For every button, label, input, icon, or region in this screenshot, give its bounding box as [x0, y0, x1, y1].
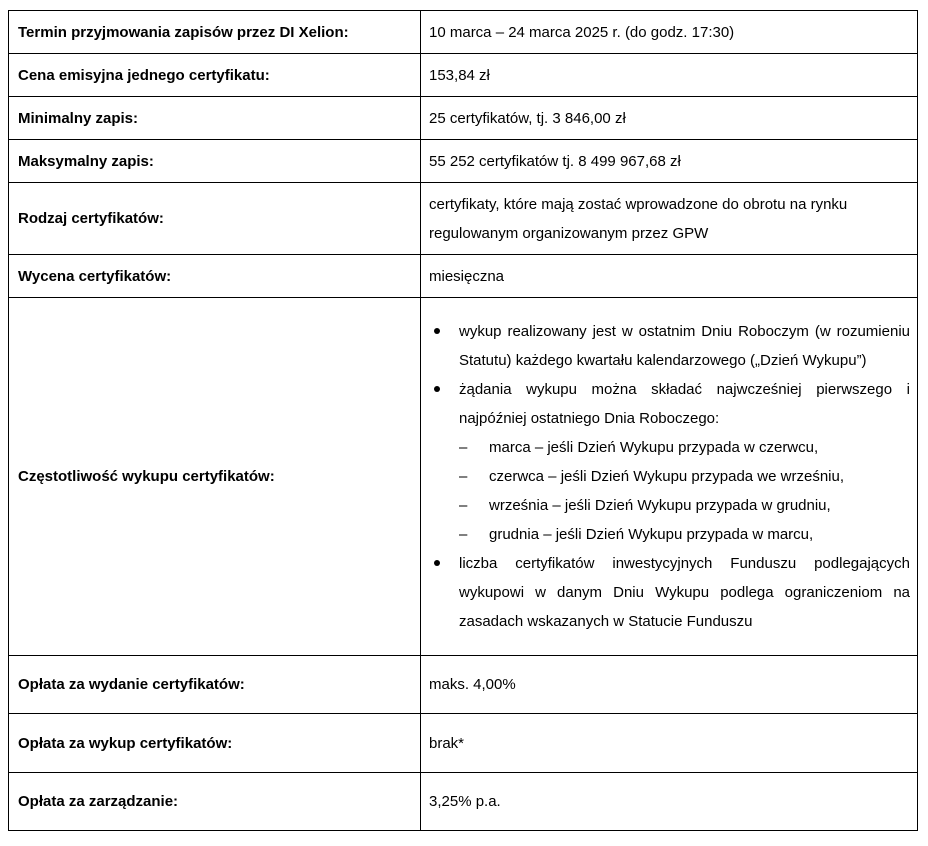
row-label-max-zapis: Maksymalny zapis:: [9, 140, 421, 183]
dash-icon: –: [459, 439, 468, 456]
row-value-rodzaj: certyfikaty, które mają zostać wprowadzone do obrotu na rynku regulowanym organizowanym przez GPW: [421, 183, 918, 255]
list-item: [429, 549, 910, 636]
row-label-min-zapis: Minimalny zapis:: [9, 97, 421, 140]
table-row-oplata-wydanie: [9, 656, 918, 714]
list-item: [429, 491, 910, 520]
table-row-cena: [9, 54, 918, 97]
table-row-max-zapis: [9, 140, 918, 183]
row-value-oplata-zarzadzanie: 3,25% p.a.: [421, 773, 918, 831]
row-value-min-zapis: 25 certyfikatów, tj. 3 846,00 zł: [421, 97, 918, 140]
row-label-rodzaj: Rodzaj certyfikatów:: [9, 183, 421, 255]
wykup-sub-2: czerwca – jeśli Dzień Wykupu przypada we wrześniu,: [489, 468, 845, 485]
dash-icon: –: [459, 526, 468, 543]
row-value-wykup: [421, 298, 918, 656]
row-label-wykup: Częstotliwość wykupu certyfikatów:: [9, 298, 421, 656]
wykup-sub-4: grudnia – jeśli Dzień Wykupu przypada w marcu,: [489, 526, 814, 543]
wykup-bullet-1: wykup realizowany jest w ostatnim Dniu Roboczym (w rozumieniu Statutu) każdego kwartału kalendarzowego („Dzień Wykupu”): [459, 323, 910, 369]
wykup-dash-list: [429, 433, 910, 549]
dash-icon: –: [459, 497, 468, 514]
table-row-oplata-wykup: [9, 714, 918, 773]
row-value-oplata-wykup: brak*: [421, 714, 918, 773]
wykup-bullet-2: żądania wykupu można składać najwcześniej pierwszego i najpóźniej ostatniego Dnia Roboczego:: [459, 381, 910, 427]
dash-icon: –: [459, 468, 468, 485]
wykup-bullet-3: liczba certyfikatów inwestycyjnych Funduszu podlegających wykupowi w danym Dniu Wykupu podlega ograniczeniom na zasadach wskazanych w Statucie Funduszu: [459, 555, 910, 630]
table-row-wykup: [9, 298, 918, 656]
certificate-terms-table: [8, 10, 918, 831]
wykup-bullet-list: [429, 317, 910, 433]
table-row-min-zapis: [9, 97, 918, 140]
table-row-wycena: [9, 255, 918, 298]
row-value-oplata-wydanie: maks. 4,00%: [421, 656, 918, 714]
table-row-oplata-zarzadzanie: [9, 773, 918, 831]
list-item: [429, 317, 910, 375]
bullet-icon: [434, 386, 440, 392]
row-label-termin: Termin przyjmowania zapisów przez DI Xelion:: [9, 11, 421, 54]
row-label-oplata-zarzadzanie: Opłata za zarządzanie:: [9, 773, 421, 831]
row-value-wycena: miesięczna: [421, 255, 918, 298]
list-item: [429, 520, 910, 549]
table-row-rodzaj: [9, 183, 918, 255]
list-item: [429, 462, 910, 491]
bullet-icon: [434, 560, 440, 566]
list-item: [429, 375, 910, 433]
row-label-wycena: Wycena certyfikatów:: [9, 255, 421, 298]
row-label-oplata-wydanie: Opłata za wydanie certyfikatów:: [9, 656, 421, 714]
list-item: [429, 433, 910, 462]
row-label-cena: Cena emisyjna jednego certyfikatu:: [9, 54, 421, 97]
row-value-cena: 153,84 zł: [421, 54, 918, 97]
row-label-oplata-wykup: Opłata za wykup certyfikatów:: [9, 714, 421, 773]
table-row-termin: [9, 11, 918, 54]
row-value-max-zapis: 55 252 certyfikatów tj. 8 499 967,68 zł: [421, 140, 918, 183]
row-value-termin: 10 marca – 24 marca 2025 r. (do godz. 17:30): [421, 11, 918, 54]
wykup-sub-1: marca – jeśli Dzień Wykupu przypada w czerwcu,: [489, 439, 819, 456]
wykup-sub-3: września – jeśli Dzień Wykupu przypada w grudniu,: [489, 497, 831, 514]
wykup-bullet-list-2: [429, 549, 910, 636]
bullet-icon: [434, 328, 440, 334]
